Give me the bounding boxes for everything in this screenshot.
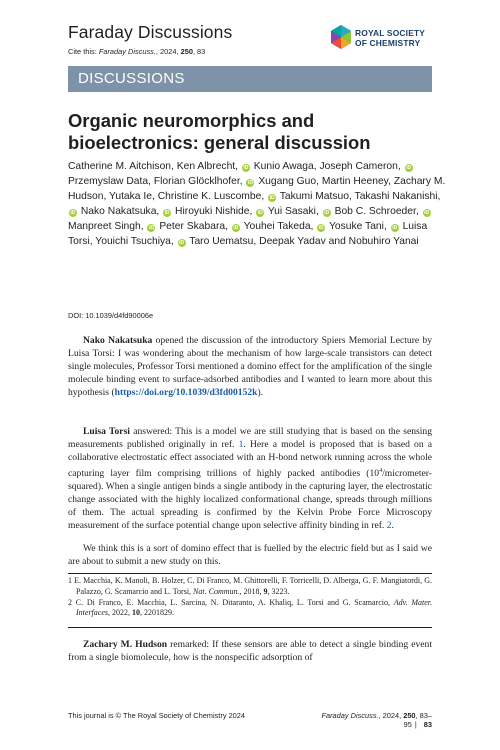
orcid-icon[interactable]: iD bbox=[392, 224, 398, 231]
author-name: Xugang Guo, bbox=[258, 175, 319, 187]
orcid-icon[interactable]: iD bbox=[318, 224, 324, 231]
author-name: Kunio Awaga, bbox=[253, 161, 317, 172]
reference-list bbox=[68, 576, 432, 619]
author-name: Luisa Torsi, bbox=[68, 220, 428, 247]
author-name: Florian Glöcklhofer, bbox=[153, 175, 243, 187]
orcid-icon[interactable]: iD bbox=[406, 165, 412, 171]
author-name: Youhei Takeda, bbox=[243, 220, 314, 232]
page-number: 83 bbox=[423, 720, 432, 729]
author-name: Manpreet Singh, bbox=[68, 220, 144, 232]
author-name: Catherine M. Aitchison, bbox=[68, 161, 174, 172]
author-name: Takumi Matsuo, bbox=[279, 190, 352, 202]
orcid-icon[interactable]: iD bbox=[324, 209, 330, 216]
author-name: Bob C. Schroeder, bbox=[334, 205, 419, 217]
reference-item: 2 C. Di Franco, E. Macchia, L. Sarcina, N. Ditaranto, A. Khaliq, L. Torsi and G. Scamarcio, Adv. Mater. Interfaces, 2022, 10, 2201829. bbox=[68, 597, 433, 618]
orcid-icon[interactable]: iD bbox=[247, 179, 253, 186]
author-name: Hiroyuki Nishide, bbox=[175, 205, 253, 217]
orcid-icon[interactable]: iD bbox=[257, 209, 263, 216]
orcid-icon[interactable]: iD bbox=[70, 209, 76, 216]
author-name: and Nobuhiro Yanai bbox=[328, 235, 419, 247]
publisher-name: ROYAL SOCIETY OF CHEMISTRY bbox=[355, 28, 426, 48]
paragraph-3: We think this is a sort of domino effect that is fuelled by the electric field but as I said we are about to submit a new study on this. bbox=[68, 543, 432, 567]
orcid-icon[interactable]: iD bbox=[424, 209, 430, 216]
author-name: Zachary M. Hudson, bbox=[68, 175, 446, 202]
citation-line: Cite this: Faraday Discuss., 2024, 250, 83 bbox=[68, 47, 206, 56]
article-title: Organic neuromorphics and bioelectronics: general discussion bbox=[68, 110, 371, 153]
author-name: Peter Skabara, bbox=[159, 220, 228, 232]
author-name: Joseph Cameron, bbox=[319, 161, 401, 172]
paragraph-4: Zachary M. Hudson remarked: If these sensors are able to detect a single binding event from a single biomolecule, how is the nonspecific adsorption of bbox=[68, 639, 432, 663]
orcid-icon[interactable]: iD bbox=[233, 224, 239, 231]
reference-item: 1 E. Macchia, K. Manoli, B. Holzer, C. Di Franco, M. Ghittorelli, F. Torricelli, D. Alberga, G. F. Mangiatordi, G. Palazzo, G. Scamarcio and L. Torsi, Nat. Commun., 2018, 9, 3223. bbox=[68, 576, 432, 596]
section-banner: DISCUSSIONS bbox=[68, 66, 432, 92]
doi-link[interactable]: https://doi.org/10.1039/d3fd00152k bbox=[114, 386, 258, 398]
journal-title: Faraday Discussions bbox=[68, 22, 233, 42]
orcid-icon[interactable]: iD bbox=[243, 165, 249, 171]
doi: DOI: 10.1039/d4fd90006e bbox=[68, 311, 154, 320]
author-name: Yui Sasaki, bbox=[267, 205, 319, 217]
author-name: Yutaka Ie, bbox=[109, 190, 155, 202]
orcid-icon[interactable]: iD bbox=[148, 224, 154, 231]
orcid-icon[interactable]: iD bbox=[179, 239, 185, 246]
orcid-icon[interactable]: iD bbox=[164, 209, 170, 216]
author-name: Nako Nakatsuka, bbox=[80, 205, 160, 217]
ref-link-2[interactable]: 2 bbox=[386, 519, 392, 531]
author-name: Christine K. Luscombe, bbox=[157, 190, 265, 202]
author-name: Youichi Tsuchiya, bbox=[95, 235, 174, 247]
author-name: Takashi Nakanishi, bbox=[354, 190, 441, 202]
author-name: Ken Albrecht, bbox=[176, 161, 239, 172]
author-name: Martin Heeney, bbox=[321, 175, 391, 187]
author-name: Yosuke Tani, bbox=[328, 220, 387, 232]
author-name: Przemyslaw Data, bbox=[68, 175, 151, 187]
author-name: Deepak Yadav bbox=[259, 235, 326, 247]
paragraph-1: Nako Nakatsuka opened the discussion of the introductory Spiers Memorial Lecture by Luisa Torsi: I was wondering about the mechanism of how large-scale transistors can detect single molecules, Professor Torsi mentioned a domino effect for the amplification of the single molecule binding event to surface-adsorbed antibodies and I wanted to learn more about this hypothesis (https://doi.org/10.1039/d3fd00152k). bbox=[68, 335, 432, 398]
divider bbox=[68, 627, 432, 628]
footer-copyright: This journal is © The Royal Society of Chemistry 2024 bbox=[68, 711, 246, 720]
author-list bbox=[68, 160, 448, 249]
paragraph-2: Luisa Torsi answered: This is a model we are still studying that is based on the sensing measurements published originally in ref. 1. Here a model is proposed that is based on a collaborative electrostatic effect associated with an H-bond network running across the whole capturing layer film comprising trillions of highly packed antibodies $(10^4/micrometer-squared)$. When a single antigen binds a single antibody in the capturing layer, the electrostatic change associated with the highly localized conformational change, spreads through millions of them. The actual spreading is confirmed by the Kelvin Probe Force Microscopy measurement of the surface potential change upon selective affinity binding in ref. 2. bbox=[68, 426, 432, 531]
orcid-icon[interactable]: iD bbox=[269, 194, 275, 201]
ref-link-1[interactable]: 1 bbox=[238, 438, 244, 450]
divider bbox=[68, 573, 432, 574]
author-name: Taro Uematsu, bbox=[189, 235, 257, 247]
footer-citation: Faraday Discuss., 2024, 250, 83–95 | 83 bbox=[321, 711, 432, 729]
